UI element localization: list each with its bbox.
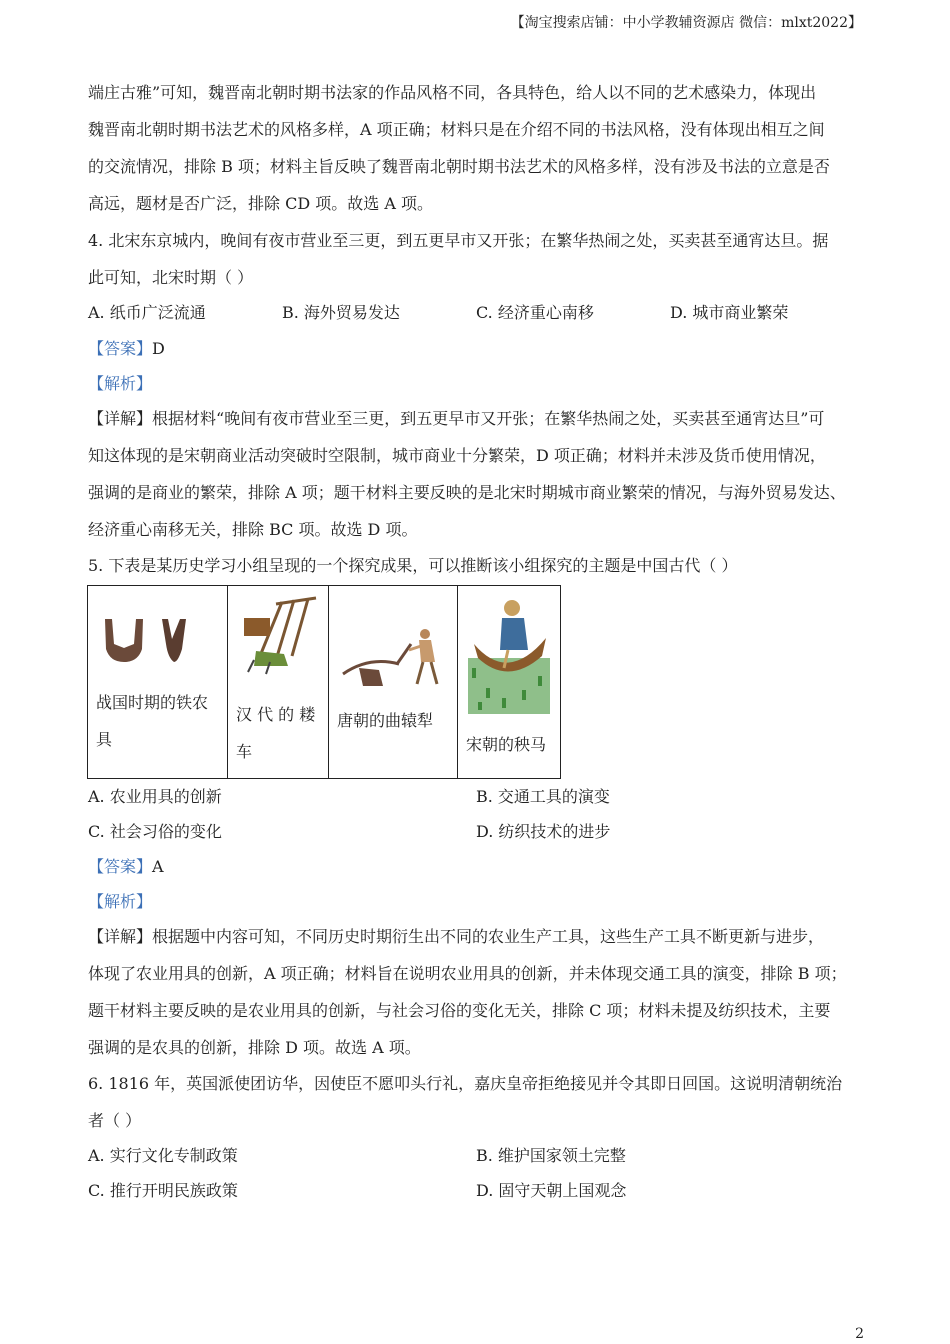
detail-label: 【详解】 (88, 409, 153, 428)
q5-detail (88, 924, 824, 947)
page-number: 2 (855, 1326, 864, 1342)
answer-label: 【答案】 (88, 339, 153, 358)
q5-detail: 体现了农业用具的创新，A 项正确；材料旨在说明农业用具的创新，并未体现交通工具的演变，排除 B 项； (88, 964, 847, 983)
header-watermark: 【淘宝搜索店铺：中小学教辅资源店 微信：mlxt2022】 (510, 15, 862, 31)
q4-detail (88, 406, 824, 429)
q5-analysis-label: 【解析】 (88, 892, 153, 911)
q5-stem: 5. 下表是某历史学习小组呈现的一个探究成果，可以推断该小组探究的主题是中国古代（ ） (88, 556, 738, 575)
q4-option-b: B. 海外贸易发达 (282, 303, 400, 322)
caption: 具 (96, 730, 113, 749)
q4-detail: 强调的是商业的繁荣，排除 A 项；题干材料主要反映的是北宋时期城市商业繁荣的情况，与海外贸易发达、 (88, 483, 846, 502)
intro-line: 端庄古雅”可知，魏晋南北朝时期书法家的作品风格不同，各具特色，给人以不同的艺术感染力，体现出 (88, 83, 817, 102)
answer-label: 【答案】 (88, 857, 153, 876)
q4-analysis-label: 【解析】 (88, 374, 153, 393)
caption: 战国时期的铁农 (96, 693, 209, 712)
intro-line: 魏晋南北朝时期书法艺术的风格多样，A 项正确；材料只是在介绍不同的书法风格，没有体现出相互之间 (88, 120, 825, 139)
intro-line: 高远，题材是否广泛，排除 CD 项。故选 A 项。 (88, 194, 433, 213)
detail-text: 根据材料“晚间有夜市营业至三更，到五更早市又开张；在繁华热闹之处，买卖甚至通宵达旦”可 (152, 409, 825, 428)
q4-option-c: C. 经济重心南移 (476, 303, 594, 322)
q5-detail: 题干材料主要反映的是农业用具的创新，与社会习俗的变化无关，排除 C 项；材料未提及纺织技术，主要 (88, 1001, 831, 1020)
tools-table (87, 585, 561, 779)
q5-option-a: A. 农业用具的创新 (88, 787, 222, 806)
caption: 宋朝的秧马 (466, 735, 547, 754)
q6-stem: 6. 1816 年，英国派使团访华，因使臣不愿叩头行礼，嘉庆皇帝拒绝接见并令其即日回国。这说明清朝统治 (88, 1074, 843, 1093)
q4-answer (88, 336, 165, 359)
tool-cell-plough (329, 586, 458, 779)
q6-option-a: A. 实行文化专制政策 (88, 1146, 238, 1165)
q4-stem: 此可知，北宋时期（ ） (88, 268, 254, 287)
q4-stem: 4. 北宋东京城内，晚间有夜市营业至三更，到五更早市又开张；在繁华热闹之处，买卖甚至通宵达旦。据 (88, 231, 829, 250)
seed-drill-icon (236, 596, 320, 676)
q6-option-c: C. 推行开明民族政策 (88, 1181, 238, 1200)
seedling-horse-icon (468, 598, 550, 714)
tool-cell-iron (88, 586, 228, 779)
intro-line: 的交流情况，排除 B 项；材料主旨反映了魏晋南北朝时期书法艺术的风格多样，没有涉及书法的立意是否 (88, 157, 830, 176)
tool-cell-seedling-horse (458, 586, 561, 779)
q5-option-d: D. 纺织技术的进步 (476, 822, 611, 841)
q6-option-b: B. 维护国家领土完整 (476, 1146, 626, 1165)
q5-detail: 强调的是农具的创新，排除 D 项。故选 A 项。 (88, 1038, 421, 1057)
q4-detail: 知这体现的是宋朝商业活动突破时空限制，城市商业十分繁荣，D 项正确；材料并未涉及货币使用情况， (88, 446, 826, 465)
q6-option-d: D. 固守天朝上国观念 (476, 1181, 627, 1200)
caption: 汉 代 的 耧 (236, 705, 316, 724)
q5-option-c: C. 社会习俗的变化 (88, 822, 222, 841)
caption: 唐朝的曲辕犁 (337, 711, 434, 730)
answer-value: D (152, 339, 165, 358)
q5-option-b: B. 交通工具的演变 (476, 787, 610, 806)
q6-stem: 者（ ） (88, 1111, 142, 1130)
q5-answer (88, 854, 164, 877)
tool-cell-drill (228, 586, 329, 779)
detail-label: 【详解】 (88, 927, 153, 946)
q4-detail: 经济重心南移无关，排除 BC 项。故选 D 项。 (88, 520, 418, 539)
iron-tools-icon (100, 614, 200, 664)
q4-option-d: D. 城市商业繁荣 (670, 303, 789, 322)
caption: 车 (236, 742, 253, 761)
q4-option-a: A. 纸币广泛流通 (88, 303, 206, 322)
answer-value: A (152, 857, 164, 876)
curved-plough-icon (339, 626, 447, 688)
detail-text: 根据题中内容可知，不同历史时期衍生出不同的农业生产工具，这些生产工具不断更新与进步， (152, 927, 825, 946)
